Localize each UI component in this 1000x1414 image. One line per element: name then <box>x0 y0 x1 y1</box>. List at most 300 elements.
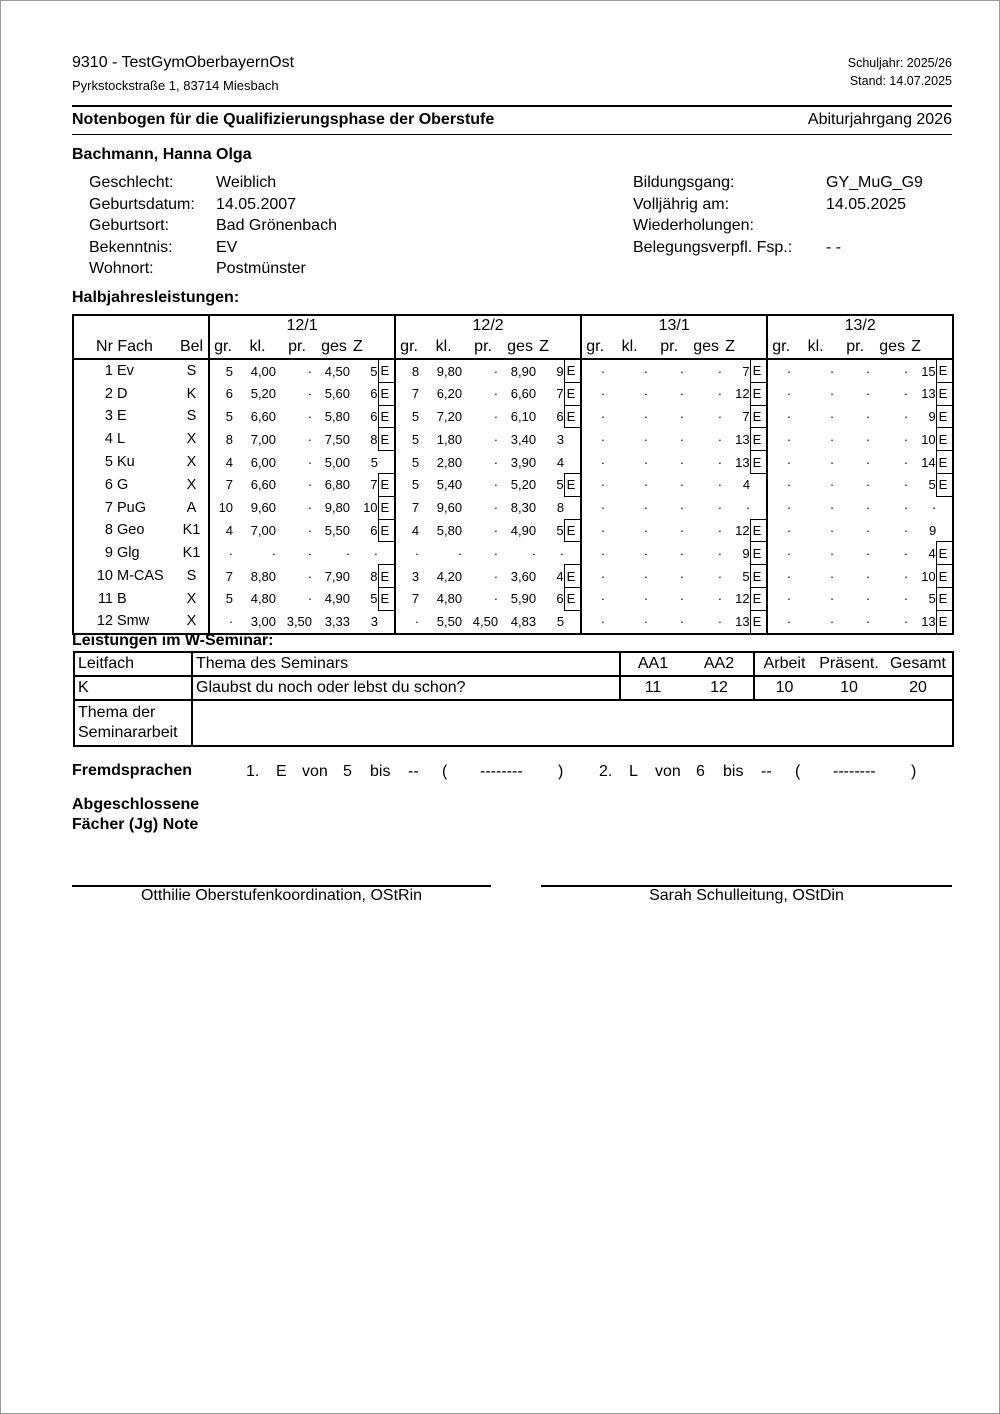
praktisch: · <box>493 454 499 470</box>
kleine-nachweise: · <box>829 522 835 538</box>
zeugnisnote: · <box>745 500 751 516</box>
einbringung-marker: E <box>936 359 953 382</box>
grosse-nachweise: 7 <box>395 496 422 519</box>
grade-row <box>73 610 953 633</box>
grosse-nachweise: · <box>767 382 794 405</box>
col-pr-header: pr. <box>288 338 306 355</box>
praktisch: · <box>679 545 685 561</box>
zeugnisnote: 13 <box>735 431 750 447</box>
kleine-nachweise: 5,40 <box>436 477 463 493</box>
grade-row <box>73 428 953 451</box>
kleine-nachweise: 4,80 <box>436 591 463 607</box>
zeugnisnote: 6 <box>370 386 378 402</box>
grosse-nachweise: · <box>581 428 608 451</box>
grosse-nachweise: · <box>767 496 794 519</box>
grade-row <box>73 542 953 565</box>
grosse-nachweise: 5 <box>395 451 422 474</box>
gesamt: 4,83 <box>501 610 539 633</box>
einbringung-marker: E <box>936 405 953 428</box>
grosse-nachweise: · <box>581 451 608 474</box>
zeugnisnote: 15 <box>911 359 936 382</box>
kleine-nachweise: · <box>829 568 835 584</box>
zeugnisnote: 5 <box>556 477 564 493</box>
praktisch: · <box>493 500 499 516</box>
gesamt: 4,90 <box>510 522 537 538</box>
kleine-nachweise: 3,00 <box>236 610 279 633</box>
subject-number: 2 <box>73 382 117 405</box>
einbringung-marker: E <box>378 428 395 451</box>
belegung: K <box>186 385 197 402</box>
fremdsprache-1-open: ( <box>442 763 448 780</box>
belegung: S <box>186 568 197 585</box>
zeugnisnote: 5 <box>928 477 936 493</box>
col-kl-header: kl. <box>807 338 824 355</box>
belegung: S <box>175 359 209 382</box>
gesamt: · <box>717 591 723 607</box>
col-pr-header: pr. <box>660 338 679 355</box>
gesamt: 6,60 <box>510 386 537 402</box>
gesamt: · <box>903 522 909 538</box>
einbringung-marker: E <box>936 473 953 496</box>
grosse-nachweise: · <box>767 359 794 382</box>
col-ges-header: ges <box>693 338 720 355</box>
zeugnisnote: 10 <box>363 500 378 516</box>
gesamt: · <box>687 610 725 633</box>
zeugnisnote: 10 <box>921 431 936 447</box>
subject-number: 1 <box>73 359 117 382</box>
kleine-nachweise: 6,00 <box>250 454 277 470</box>
gesamt-value: 20 <box>884 676 953 700</box>
semester-header-row <box>73 315 953 336</box>
header-blank <box>73 315 209 336</box>
grosse-nachweise: · <box>581 542 608 565</box>
grosse-nachweise: 5 <box>209 587 236 610</box>
einbringung-marker: E <box>750 382 767 405</box>
praktisch: · <box>493 591 499 607</box>
subject-number: 8 <box>73 519 117 542</box>
fremdsprache-2-to: -- <box>761 763 772 780</box>
fremdsprache-2-idx: 2. <box>599 763 613 780</box>
einbringung-marker: E <box>378 473 395 496</box>
fremdsprache-1-von: von <box>302 763 328 780</box>
subject-number: 12 <box>73 610 117 633</box>
gesamt: · <box>903 408 909 424</box>
einbringung-marker <box>564 542 581 565</box>
info-label: Geburtsort: <box>89 217 170 234</box>
grade-row <box>73 405 953 428</box>
einbringung-marker: E <box>564 519 581 542</box>
einbringung-marker: E <box>378 382 395 405</box>
arbeit-value: 10 <box>754 676 814 700</box>
kleine-nachweise: 2,80 <box>436 454 463 470</box>
praktisch: 3,50 <box>279 610 315 633</box>
zeugnisnote: 13 <box>921 386 936 402</box>
kleine-nachweise: · <box>643 431 649 447</box>
praktisch: · <box>465 359 501 382</box>
kleine-nachweise: 6,60 <box>250 477 277 493</box>
grosse-nachweise: 6 <box>209 382 236 405</box>
praktisch: · <box>307 500 313 516</box>
subject-name: L <box>117 431 126 448</box>
gesamt: 4,50 <box>315 359 353 382</box>
thema-header: Thema des Seminars <box>192 652 620 676</box>
signature-left: Otthilie Oberstufenkoordination, OStRin <box>140 887 423 904</box>
subject-name: Glg <box>117 545 140 562</box>
praktisch: · <box>865 522 871 538</box>
kleine-nachweise: · <box>829 454 835 470</box>
year-info <box>848 54 952 90</box>
gesamt: · <box>717 408 723 424</box>
gesamt: 5,00 <box>324 454 351 470</box>
info-value: Postmünster <box>216 260 306 277</box>
gesamt: 3,90 <box>510 454 537 470</box>
fremdsprache-1-bis: bis <box>370 763 391 780</box>
gesamt: · <box>903 454 909 470</box>
abgeschlossene-faecher <box>72 795 199 835</box>
student-info <box>89 172 952 280</box>
subject-number: 6 <box>73 473 117 496</box>
einbringung-marker <box>750 473 767 496</box>
aa1-header: AA1 <box>620 652 685 676</box>
praktisch: · <box>679 522 685 538</box>
kleine-nachweise: · <box>643 522 649 538</box>
einbringung-marker: E <box>936 587 953 610</box>
fremdsprache-2-open: ( <box>795 763 801 780</box>
kleine-nachweise: 7,00 <box>250 522 277 538</box>
zeugnisnote: 9 <box>928 408 936 424</box>
zeugnisnote: 9 <box>928 522 937 538</box>
grade-row <box>73 565 953 588</box>
zeugnisnote: 5 <box>370 591 378 607</box>
fremdsprache-1-idx: 1. <box>246 763 260 780</box>
kleine-nachweise: 7,00 <box>250 431 277 447</box>
school-address: Pyrkstockstraße 1, 83714 Miesbach <box>72 78 279 93</box>
praktisch: · <box>307 545 313 561</box>
gesamt: · <box>717 386 723 402</box>
einbringung-marker: E <box>378 496 395 519</box>
kleine-nachweise: · <box>829 591 835 607</box>
school-name: 9310 - TestGymOberbayernOst <box>72 54 295 71</box>
info-label: Wiederholungen: <box>633 217 754 234</box>
einbringung-marker: E <box>936 451 953 474</box>
kleine-nachweise: · <box>608 610 651 633</box>
subject-number: 7 <box>73 496 117 519</box>
zeugnisnote: 9 <box>539 359 564 382</box>
kleine-nachweise: 4,80 <box>250 591 277 607</box>
kleine-nachweise: · <box>829 431 835 447</box>
student-name: Bachmann, Hanna Olga <box>72 146 252 163</box>
praktisch: · <box>865 500 871 516</box>
einbringung-marker: E <box>564 359 581 382</box>
grosse-nachweise: 7 <box>395 382 422 405</box>
col-gr-header: gr. <box>395 336 422 359</box>
abiturjahrgang: Abiturjahrgang 2026 <box>807 111 952 128</box>
gesamt: · <box>873 610 911 633</box>
grosse-nachweise: · <box>581 587 608 610</box>
kleine-nachweise: 5,20 <box>250 386 277 402</box>
praktisch: · <box>307 408 313 424</box>
kleine-nachweise: · <box>643 568 649 584</box>
seminararbeit-label <box>74 700 192 746</box>
kleine-nachweise: 9,60 <box>436 500 463 516</box>
subject-number: 11 <box>73 587 117 610</box>
gesamt: · <box>717 500 723 516</box>
col-kl-header: kl. <box>435 338 452 355</box>
grosse-nachweise: · <box>581 382 608 405</box>
praktisch: · <box>865 545 871 561</box>
zeugnisnote: · <box>559 545 565 561</box>
belegung: K1 <box>182 522 201 539</box>
col-kl-header: kl. <box>621 338 638 355</box>
title-rule <box>72 134 952 135</box>
grade-row <box>73 359 953 382</box>
schuljahr: Schuljahr: 2025/26 <box>847 56 952 70</box>
einbringung-marker <box>378 610 395 633</box>
praktisch: · <box>837 610 873 633</box>
grosse-nachweise: · <box>767 565 794 588</box>
gesamt: · <box>717 522 723 538</box>
praktisch: · <box>679 500 685 516</box>
grosse-nachweise: 3 <box>395 565 422 588</box>
kleine-nachweise: 7,20 <box>436 408 463 424</box>
grades-table <box>72 314 954 635</box>
einbringung-marker: E <box>378 587 395 610</box>
gesamt: 5,60 <box>324 386 351 402</box>
einbringung-marker: E <box>564 587 581 610</box>
kleine-nachweise: · <box>271 545 277 561</box>
info-value: Bad Grönenbach <box>216 217 337 234</box>
kleine-nachweise: 8,80 <box>250 568 277 584</box>
info-row <box>89 258 952 280</box>
kleine-nachweise: 6,20 <box>436 386 463 402</box>
einbringung-marker: E <box>564 382 581 405</box>
belegung: A <box>186 499 197 516</box>
zeugnisnote: 4 <box>556 454 565 470</box>
grosse-nachweise: · <box>209 610 236 633</box>
subject-name: G <box>117 476 129 493</box>
wseminar-title: Leistungen im W-Seminar: <box>72 632 274 649</box>
grade-row <box>73 496 953 519</box>
grosse-nachweise: · <box>581 359 608 382</box>
kleine-nachweise: 5,50 <box>422 610 465 633</box>
aa1-value: 11 <box>620 676 685 700</box>
praktisch: · <box>307 591 313 607</box>
info-label: Volljährig am: <box>633 195 730 213</box>
zeugnisnote: 9 <box>742 545 750 561</box>
praktisch: · <box>493 386 499 402</box>
info-label: Geburtsdatum: <box>89 195 195 213</box>
leitfach-header: Leitfach <box>74 652 192 676</box>
col-z-header: Z <box>725 338 735 355</box>
grade-row <box>73 382 953 405</box>
einbringung-marker <box>564 496 581 519</box>
praktisch: · <box>679 431 685 447</box>
praktisch: · <box>307 477 313 493</box>
fremdsprache-2-from: 6 <box>696 763 705 780</box>
einbringung-marker: E <box>564 405 581 428</box>
kleine-nachweise: 5,80 <box>436 522 463 538</box>
subject-number: 3 <box>73 405 117 428</box>
grosse-nachweise: 4 <box>395 519 422 542</box>
arbeit-header: Arbeit <box>754 652 814 676</box>
gesamt: 3,40 <box>510 431 537 447</box>
grade-row <box>73 587 953 610</box>
gesamt: · <box>903 568 909 584</box>
grosse-nachweise: · <box>767 610 794 633</box>
einbringung-marker: E <box>750 519 767 542</box>
einbringung-marker: E <box>750 587 767 610</box>
gesamt: · <box>717 454 723 470</box>
einbringung-marker: E <box>750 428 767 451</box>
grosse-nachweise: 5 <box>209 359 236 382</box>
info-row <box>89 237 952 259</box>
gesamt: · <box>531 545 537 561</box>
grade-row <box>73 519 953 542</box>
col-ges-header: ges <box>879 338 906 355</box>
wseminar-row <box>74 676 953 700</box>
gesamt: · <box>903 591 909 607</box>
zeugnisnote: 12 <box>735 522 750 538</box>
info-value: EV <box>216 238 238 256</box>
kleine-nachweise: · <box>643 500 649 516</box>
gesamt: · <box>687 359 725 382</box>
grosse-nachweise: 10 <box>209 496 236 519</box>
belegung: X <box>186 431 197 448</box>
gesamt: 5,20 <box>510 477 537 493</box>
kleine-nachweise: · <box>643 408 649 424</box>
info-label: Geschlecht: <box>89 174 174 191</box>
kleine-nachweise: 9,60 <box>250 500 277 516</box>
praktisch: · <box>865 477 871 493</box>
subject-number: 5 <box>73 451 117 474</box>
grosse-nachweise: · <box>581 610 608 633</box>
fremdsprache-2-lang: L <box>629 763 638 780</box>
praktisch: · <box>679 591 685 607</box>
praktisch: · <box>865 568 871 584</box>
col-ges-header: ges <box>321 338 347 355</box>
einbringung-marker: E <box>378 359 395 382</box>
belegung: K1 <box>182 545 201 562</box>
zeugnisnote: 8 <box>370 431 378 447</box>
gesamt: · <box>717 568 723 584</box>
praktisch: · <box>865 386 871 402</box>
praktisch: · <box>307 522 313 538</box>
kleine-nachweise: 6,60 <box>250 408 277 424</box>
einbringung-marker: E <box>936 610 953 633</box>
einbringung-marker <box>564 428 581 451</box>
nr-fach-header: Nr Fach <box>73 336 175 359</box>
seminararbeit-value <box>192 700 953 746</box>
grosse-nachweise: · <box>767 473 794 496</box>
signature-right: Sarah Schulleitung, OStDin <box>649 887 844 904</box>
gesamt: · <box>903 431 909 447</box>
gesamt: 6,10 <box>510 408 537 424</box>
bel-header: Bel <box>179 338 204 355</box>
praesent-value: 10 <box>814 676 884 700</box>
semester-1-header: 12/1 <box>209 315 395 336</box>
halbjahr-title: Halbjahresleistungen: <box>72 289 240 306</box>
gesamt: 6,80 <box>324 477 351 493</box>
subject-name: B <box>117 590 127 607</box>
kleine-nachweise: · <box>829 477 835 493</box>
gesamt: 7,50 <box>324 431 351 447</box>
grosse-nachweise: · <box>209 542 236 565</box>
praktisch: · <box>865 431 871 447</box>
praktisch: · <box>493 477 499 493</box>
kleine-nachweise: · <box>794 359 837 382</box>
zeugnisnote: 13 <box>725 610 750 633</box>
kleine-nachweise: · <box>457 545 463 561</box>
col-pr-header: pr. <box>474 338 492 355</box>
einbringung-marker: E <box>936 428 953 451</box>
subject-name: PuG <box>117 499 147 516</box>
abgeschlossene-line2: Fächer (Jg) Note <box>72 816 199 833</box>
grosse-nachweise: · <box>767 405 794 428</box>
fremdsprache-2-note: -------- <box>833 763 876 780</box>
kleine-nachweise: · <box>829 500 835 516</box>
fremdsprache-2-close: ) <box>911 763 917 780</box>
zeugnisnote: 5 <box>556 522 564 538</box>
einbringung-marker: E <box>936 565 953 588</box>
kleine-nachweise: 4,00 <box>236 359 279 382</box>
fremdsprachen-label: Fremdsprachen <box>72 762 193 779</box>
leitfach-value: K <box>74 676 192 700</box>
belegung: X <box>186 476 197 493</box>
zeugnisnote: 13 <box>735 454 750 470</box>
col-z-header: Z <box>911 336 953 359</box>
info-value: GY_MuG_G9 <box>826 174 923 191</box>
zeugnisnote: 7 <box>370 477 378 493</box>
einbringung-marker <box>378 542 395 565</box>
gesamt: · <box>717 477 723 493</box>
col-kl-header: kl. <box>249 338 266 355</box>
fremdsprache-1-close: ) <box>558 763 564 780</box>
fremdsprache-2-bis: bis <box>723 763 744 780</box>
einbringung-marker <box>564 451 581 474</box>
einbringung-marker: E <box>378 519 395 542</box>
praktisch: · <box>307 454 313 470</box>
gesamt: 5,50 <box>324 522 351 538</box>
subject-name: E <box>117 408 127 425</box>
zeugnisnote: 6 <box>556 408 564 424</box>
col-gr-header: gr. <box>767 336 794 359</box>
einbringung-marker: E <box>378 565 395 588</box>
grade-row <box>73 473 953 496</box>
einbringung-marker <box>564 610 581 633</box>
zeugnisnote: 12 <box>735 386 750 402</box>
wseminar-header-row <box>74 652 953 676</box>
praktisch: · <box>837 359 873 382</box>
grosse-nachweise: 4 <box>209 519 236 542</box>
col-z-header: Z <box>539 338 549 355</box>
wseminar-table <box>73 651 954 747</box>
zeugnisnote: 6 <box>370 522 378 538</box>
praesent-header: Präsent. <box>814 652 884 676</box>
subject-name: Geo <box>117 522 145 539</box>
praktisch: · <box>307 568 313 584</box>
seminararbeit-row <box>74 700 953 746</box>
gesamt: 9,80 <box>324 500 351 516</box>
grosse-nachweise: · <box>581 496 608 519</box>
zeugnisnote: · <box>931 500 937 516</box>
kleine-nachweise: · <box>643 454 649 470</box>
kleine-nachweise: · <box>643 477 649 493</box>
info-label: Wohnort: <box>89 260 154 277</box>
gesamt: · <box>903 545 909 561</box>
column-header-row <box>73 336 953 359</box>
einbringung-marker <box>750 496 767 519</box>
einbringung-marker: E <box>564 565 581 588</box>
